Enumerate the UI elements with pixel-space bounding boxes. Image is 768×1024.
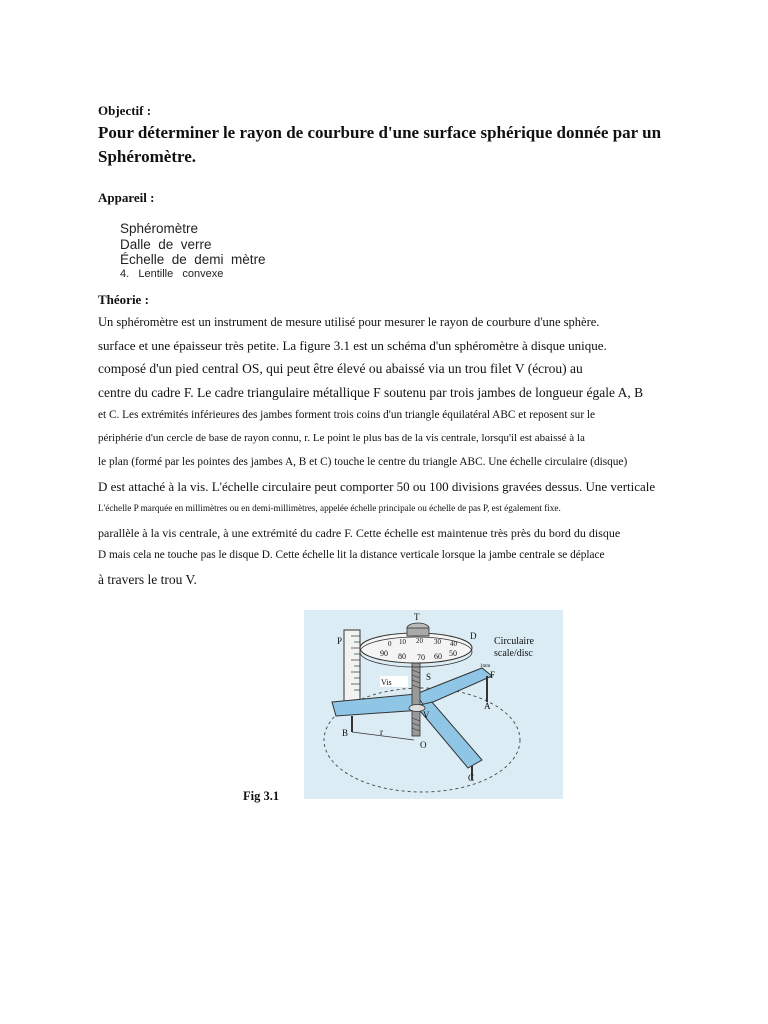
- vis-label: Vis: [381, 678, 392, 687]
- theorie-line: Un sphéromètre est un instrument de mesure utilisé pour mesurer le rayon de courbure d'une sphère.: [98, 315, 600, 329]
- theorie-line: centre du cadre F. Le cadre triangulaire métallique F soutenu par trois jambes de longueur égale A, B: [98, 385, 644, 400]
- label-f: F: [490, 670, 496, 680]
- spherometer-figure: [304, 610, 563, 799]
- label-o: O: [420, 740, 427, 750]
- theorie-line: surface et une épaisseur très petite. La figure 3.1 est un schéma d'un sphéromètre à disque unique.: [98, 338, 607, 353]
- disc-number: 40: [450, 640, 457, 648]
- label-t: T: [414, 612, 420, 622]
- disc-number: 70: [417, 653, 425, 662]
- label-v: V: [423, 710, 430, 720]
- label-d: D: [470, 631, 477, 641]
- label-r: r: [380, 727, 383, 737]
- appareil-item: Dalle de verre: [120, 237, 212, 252]
- label-a: A: [484, 701, 491, 711]
- disc-number: 10: [399, 638, 406, 646]
- theorie-line: à travers le trou V.: [98, 572, 197, 587]
- objectif-text-line-1: Pour déterminer le rayon de courbure d'une surface sphérique donnée par un: [98, 123, 662, 142]
- circular-label-1: Circulaire: [494, 636, 534, 647]
- theorie-line: et C. Les extrémités inférieures des jambes forment trois coins d'un triangle équilatéral ABC et reposent sur le: [98, 409, 596, 421]
- label-p: P: [337, 636, 343, 646]
- theorie-line: le plan (formé par les pointes des jambes A, B et C) touche le centre du triangle ABC. Une échelle circulaire (disque): [98, 456, 628, 468]
- theorie-line: parallèle à la vis centrale, à une extrémité du cadre F. Cette échelle est maintenue très près du bord du disque: [98, 526, 621, 540]
- disc-number: 50: [449, 649, 457, 658]
- disc-number: 20: [416, 637, 423, 645]
- theorie-line: périphérie d'un cercle de base de rayon connu, r. Le point le plus bas de la vis centrale, lorsqu'il est abaissé à la: [98, 432, 585, 444]
- disc-number: 80: [398, 652, 406, 661]
- theorie-line: D mais cela ne touche pas le disque D. Cette échelle lit la distance verticale lorsque la jambe centrale se déplace: [98, 549, 605, 561]
- objectif-heading: Objectif :: [98, 103, 152, 118]
- theorie-line: composé d'un pied central OS, qui peut être élevé ou abaissé via un trou filet V (écrou) au: [98, 361, 583, 376]
- label-b: B: [342, 728, 349, 738]
- disc-number: 60: [434, 652, 442, 661]
- label-s: S: [426, 672, 432, 682]
- theorie-line: D est attaché à la vis. L'échelle circulaire peut comporter 50 ou 100 divisions gravées dessus. Une verticale: [98, 479, 656, 494]
- disc-number: 90: [380, 649, 388, 658]
- appareil-item: Échelle de demi mètre: [120, 252, 266, 267]
- theorie-line: L'échelle P marquée en millimètres ou en demi-millimètres, appelée échelle principale ou échelle de pas P, est également fixe.: [98, 503, 561, 513]
- figure-caption: Fig 3.1: [243, 789, 280, 803]
- appareil-item: Sphéromètre: [120, 221, 199, 236]
- appareil-item: 4. Lentille convexe: [120, 268, 224, 280]
- objectif-text-line-2: Sphéromètre.: [98, 147, 197, 166]
- disc-number: 0: [388, 640, 392, 648]
- theorie-heading: Théorie :: [98, 292, 149, 307]
- spherometer-diagram: [304, 610, 563, 799]
- label-c: C: [468, 773, 475, 783]
- disc-number: 30: [434, 638, 441, 646]
- radius-line: [352, 732, 414, 740]
- knob-t-body: [407, 628, 429, 636]
- mm-label: 1mm: [480, 664, 491, 669]
- appareil-heading: Appareil :: [98, 190, 155, 205]
- circular-label-2: scale/disc: [494, 648, 533, 659]
